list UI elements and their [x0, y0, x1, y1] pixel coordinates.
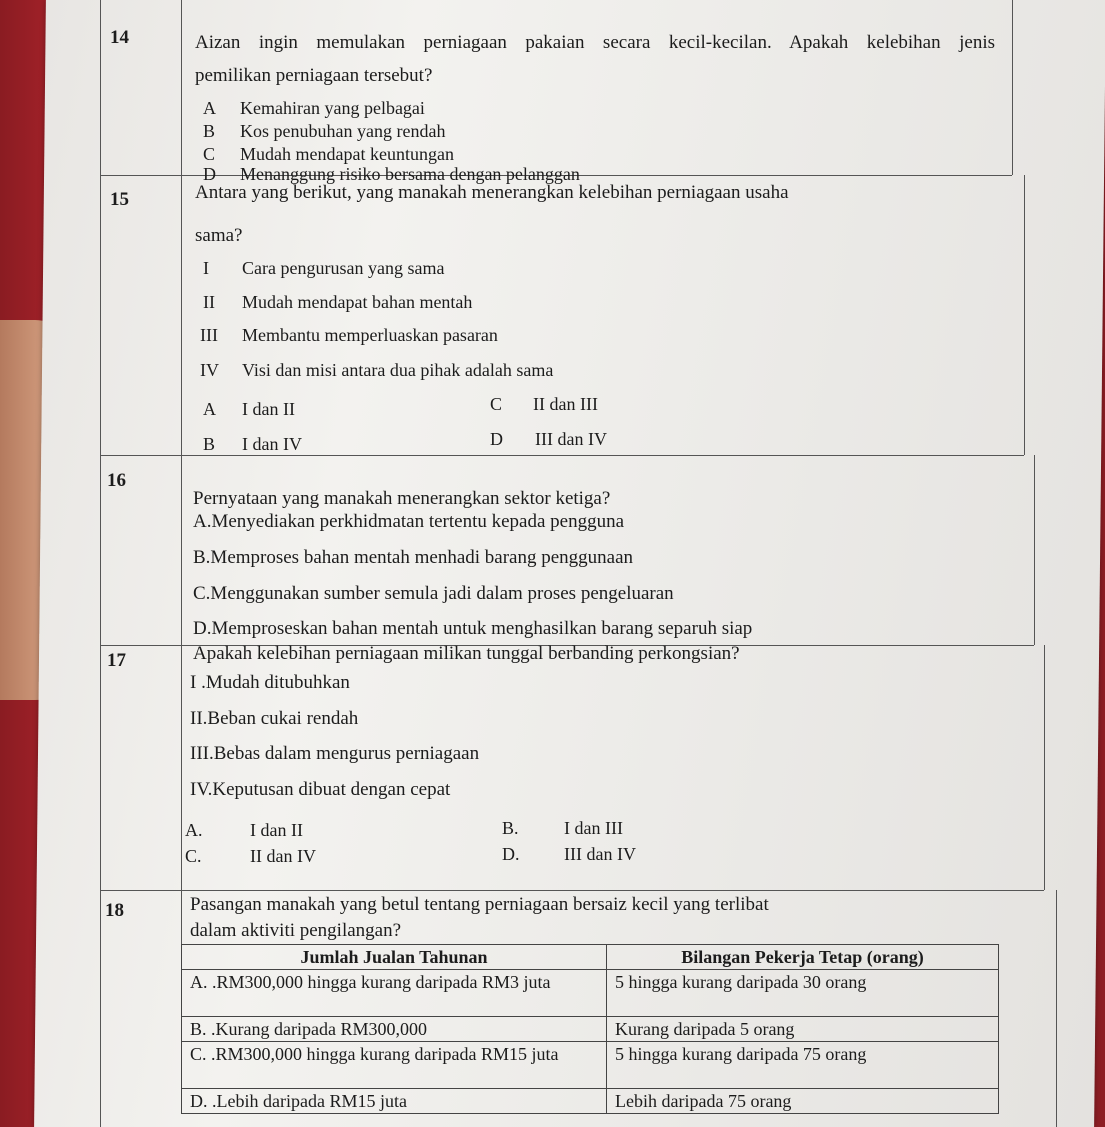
option-letter: A.	[185, 820, 203, 840]
statement-text: Membantu memperluaskan pasaran	[242, 325, 498, 345]
table-cell: 5 hingga kurang daripada 75 orang	[607, 1042, 999, 1089]
question-stem: Antara yang berikut, yang manakah menerangkan kelebihan perniagaan usaha	[195, 182, 789, 203]
option-letter: B	[203, 434, 216, 454]
table-header-row	[182, 945, 999, 970]
table-row	[182, 1089, 999, 1114]
table-cell: 5 hingga kurang daripada 30 orang	[607, 970, 999, 1017]
option-text: II dan III	[533, 394, 598, 414]
option-text: II dan IV	[250, 846, 316, 866]
option-letter: A	[203, 98, 216, 118]
question-number: 16	[107, 470, 126, 491]
table-cell: D. .Lebih daripada RM15 juta	[182, 1089, 607, 1114]
right-border-line	[1044, 645, 1045, 890]
option-text: D.Memproseskan bahan mentah untuk menghasilkan barang separuh siap	[193, 618, 753, 639]
table-cell: Kurang daripada 5 orang	[607, 1017, 999, 1042]
question-stem: Aizan ingin memulakan perniagaan pakaian secara kecil-kecilan. Apakah kelebihan jenis	[195, 32, 995, 53]
row-divider	[100, 890, 1044, 891]
table-cell: A. .RM300,000 hingga kurang daripada RM3 juta	[182, 970, 607, 1017]
right-border-line	[1012, 0, 1013, 175]
option-text: III dan IV	[564, 844, 636, 864]
table-header: Bilangan Pekerja Tetap (orang)	[607, 945, 999, 970]
question-stem: dalam aktiviti pengilangan?	[190, 920, 402, 941]
option-text: Mudah mendapat keuntungan	[240, 144, 454, 164]
option-letter: C.	[185, 846, 202, 866]
right-border-line	[1024, 175, 1025, 455]
number-column-line	[181, 0, 182, 944]
left-column-line	[100, 0, 101, 1127]
row-divider	[100, 455, 1024, 456]
statement-text: I .Mudah ditubuhkan	[190, 672, 350, 693]
option-text: B.Memproses bahan mentah menhadi barang penggunaan	[193, 547, 634, 568]
option-letter: B	[203, 121, 216, 141]
option-letter: D.	[502, 844, 520, 864]
table-row	[182, 970, 999, 1017]
statement-numeral: II	[203, 292, 215, 312]
option-letter: B.	[502, 818, 519, 838]
option-letter: D	[203, 164, 216, 184]
statement-text: III.Bebas dalam mengurus perniagaan	[190, 743, 480, 764]
option-text: Menanggung risiko bersama dengan pelanggan	[240, 164, 580, 184]
option-text: I dan II	[250, 820, 303, 840]
option-text: I dan III	[564, 818, 623, 838]
option-text: Kemahiran yang pelbagai	[240, 98, 425, 118]
question-stem: pemilikan perniagaan tersebut?	[195, 65, 433, 86]
option-text: I dan IV	[242, 434, 302, 454]
statement-text: Mudah mendapat bahan mentah	[242, 292, 473, 312]
question-stem: Apakah kelebihan perniagaan milikan tunggal berbanding perkongsian?	[193, 643, 740, 664]
table-header: Jumlah Jualan Tahunan	[182, 945, 607, 970]
question-stem: sama?	[195, 225, 243, 246]
option-text: A.Menyediakan perkhidmatan tertentu kepada pengguna	[193, 511, 625, 532]
option-text: Kos penubuhan yang rendah	[240, 121, 446, 141]
statement-text: IV.Keputusan dibuat dengan cepat	[190, 779, 451, 800]
question-number: 17	[107, 650, 126, 671]
statement-text: II.Beban cukai rendah	[190, 708, 359, 729]
option-text: C.Menggunakan sumber semula jadi dalam proses pengeluaran	[193, 583, 674, 604]
option-letter: D	[490, 429, 503, 449]
question-number: 14	[110, 27, 129, 48]
right-border-line	[1034, 455, 1035, 645]
right-border-line	[1056, 890, 1057, 1127]
option-letter: C	[490, 394, 503, 414]
question-number: 15	[110, 189, 129, 210]
table-cell: C. .RM300,000 hingga kurang daripada RM15 juta	[182, 1042, 607, 1089]
option-letter: A	[203, 399, 216, 419]
option-text: I dan II	[242, 399, 295, 419]
statement-numeral: III	[200, 325, 218, 345]
statement-numeral: I	[203, 258, 209, 278]
statement-text: Cara pengurusan yang sama	[242, 258, 445, 278]
statement-text: Visi dan misi antara dua pihak adalah sama	[242, 360, 554, 380]
table-cell: B. .Kurang daripada RM300,000	[182, 1017, 607, 1042]
table-cell: Lebih daripada 75 orang	[607, 1089, 999, 1114]
table-row	[182, 1042, 999, 1089]
statement-numeral: IV	[200, 360, 219, 380]
table-row	[182, 1017, 999, 1042]
question-stem: Pernyataan yang manakah menerangkan sektor ketiga?	[193, 488, 611, 509]
option-letter: C	[203, 144, 216, 164]
question-stem: Pasangan manakah yang betul tentang perniagaan bersaiz kecil yang terlibat	[190, 894, 769, 915]
sme-criteria-table	[181, 944, 999, 1114]
question-number: 18	[105, 900, 124, 921]
option-text: III dan IV	[535, 429, 607, 449]
